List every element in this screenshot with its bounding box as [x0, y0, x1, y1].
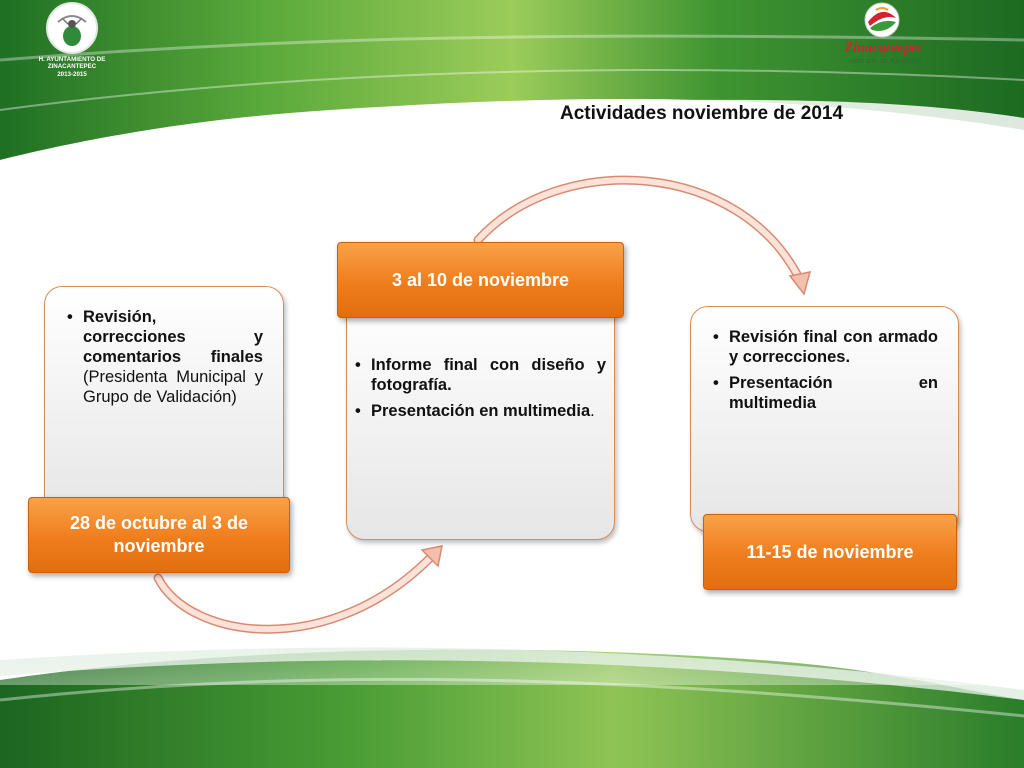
bullet-icon: • [67, 308, 73, 326]
municipal-logo [28, 2, 116, 84]
bullet-icon: • [713, 374, 719, 392]
bullet-icon: • [355, 356, 361, 374]
item-tail-text: ) [231, 388, 237, 406]
stage-3-list [713, 327, 938, 413]
bullet-icon: • [713, 328, 719, 346]
brand-slogan: valor que da resultados [848, 58, 922, 65]
stage-card-2 [346, 300, 615, 540]
item-tail-text: . [590, 402, 595, 420]
item-bold-text: Revisión final con armado y correcciones. [729, 328, 938, 366]
page-title: Actividades noviembre de 2014 [560, 103, 844, 124]
stage-1-date-label: 28 de octubre al 3 de noviembre [28, 497, 290, 573]
zinacantepec-logo [828, 0, 932, 70]
list-item [67, 307, 263, 407]
stage-3-date-label: 11-15 de noviembre [703, 514, 957, 590]
list-item [713, 373, 938, 413]
zinacantepec-logo-icon [862, 0, 902, 40]
municipal-caption: H. AYUNTAMIENTO DE ZINACANTEPEC 2013-2015 [38, 56, 106, 78]
stage-2-list [355, 355, 606, 421]
stage-2-date-label: 3 al 10 de noviembre [337, 242, 624, 318]
item-bold-text: Presentación en multimedia [729, 374, 938, 412]
item-normal-text: (Presidenta Municipal y Grupo de Validación [83, 368, 263, 406]
list-item [713, 327, 938, 367]
stage-card-3 [690, 306, 959, 532]
brand-name: Zinacantepec [844, 40, 924, 56]
list-item [355, 355, 606, 395]
stage-1-list [67, 307, 263, 407]
stage-card-1 [44, 286, 284, 518]
bullet-icon: • [355, 402, 361, 420]
item-bold-text: Informe final con diseño y fotografía. [371, 356, 606, 394]
item-bold-text: Revisión, correcciones y comentarios finales [83, 308, 263, 366]
municipal-seal-icon [46, 2, 98, 54]
list-item [355, 401, 606, 421]
item-bold-text: Presentación en multimedia [371, 402, 591, 420]
